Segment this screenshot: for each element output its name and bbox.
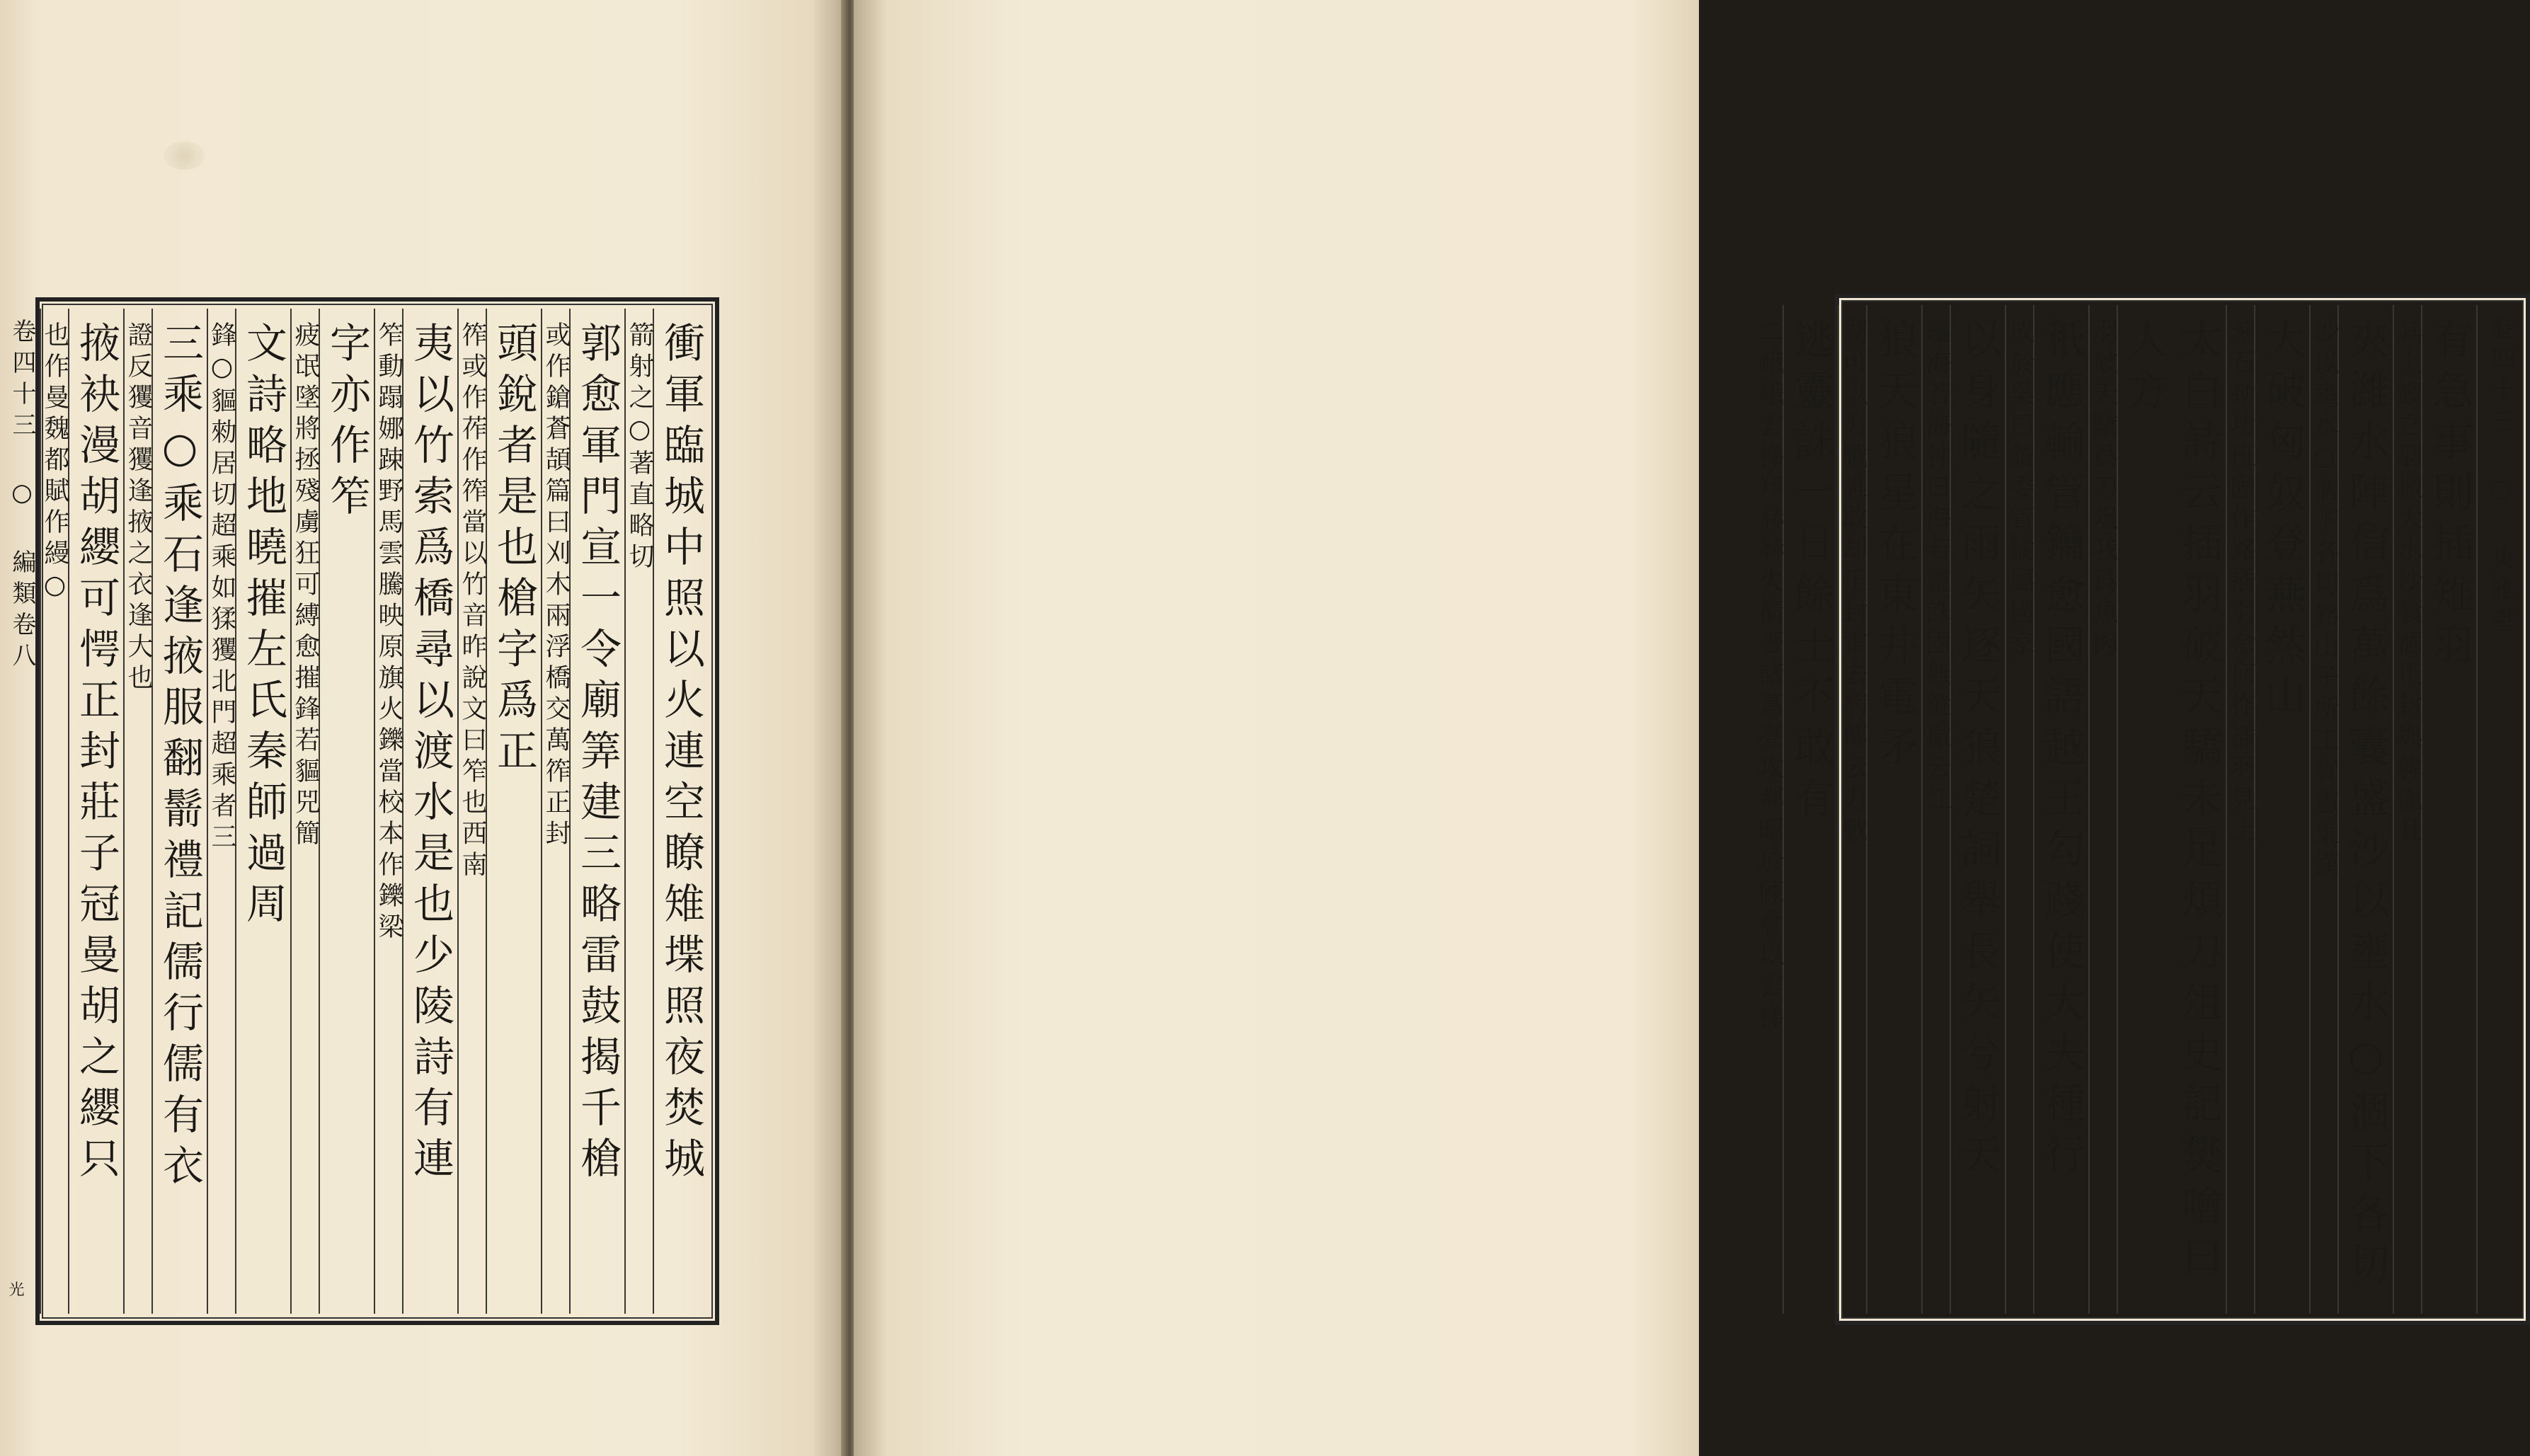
text-column: 羽破天驕爲刀俎我爲魚肉 bbox=[2088, 305, 2117, 1314]
text-column: 夾濰水陣信爲萬餘囊盛沙以壅水○涸下各切 bbox=[2337, 305, 2393, 1314]
text-column: 驅海若海神曰海若靈誅固無縱檄云江 bbox=[1921, 305, 1950, 1314]
text-column: 笮動蹋娜踈野馬雲騰映原旗火鑠當校本作鑠梁 bbox=[374, 309, 402, 1314]
text-column: 其上謂之羽檄大水沙囊涸正封與韓龍且 bbox=[2393, 305, 2421, 1314]
text-column: 二峨峨雲梯翔赫赫火箭著諸葛亮攻郝昭於陳倉以雲梯 bbox=[1755, 318, 1784, 1034]
text-column: 大破匈奴登燕然山 bbox=[2254, 305, 2309, 1314]
right-page bbox=[854, 0, 2515, 1456]
text-column: 證反玃音玃逢掖之衣逢大也 bbox=[123, 309, 151, 1314]
left-print-block bbox=[6, 297, 719, 1325]
text-column: 疲氓墜將拯殘虜狂可縛愈摧鋒若貙兕簡 bbox=[290, 309, 319, 1314]
text-column: 郭愈軍門宣一令廟筭建三略雷鼓揭千槍 bbox=[569, 309, 624, 1314]
edge-label: 卷四十三 ○ 編類卷八 bbox=[8, 319, 36, 674]
paper-stain bbox=[163, 142, 205, 170]
right-text-columns bbox=[1755, 305, 2519, 1314]
text-column: 夷以竹索爲橋尋以渡水是也少陵詩有連 bbox=[402, 309, 457, 1314]
text-column: 秖應輸管鑰愈國語越王勾踐使大夫種行 bbox=[2033, 305, 2088, 1314]
left-text-columns bbox=[6, 309, 708, 1314]
folio-mark: 光 bbox=[6, 1281, 24, 1304]
left-page-edge-strip bbox=[0, 309, 40, 1314]
text-column: 三乘○乘石逢掖服翻鬋禮記儒行儒有衣 bbox=[151, 309, 207, 1314]
text-column: 成於吳曰請委管鑰屬國家 bbox=[2005, 305, 2033, 1314]
text-column: 頭銳者是也槍字爲正 bbox=[486, 309, 541, 1314]
text-column: 以身隨之雨矢逐天狼楚詞舉長矢兮射天 bbox=[1950, 305, 2005, 1314]
text-column: 湖可以力戰誰敢却正封霍去病傳云力戰 bbox=[1838, 305, 1866, 1314]
text-column: 逃靈誅一日餘士不敢有 bbox=[1782, 305, 1838, 1314]
text-column: 文詩略地曉摧左氏秦師過周 bbox=[235, 309, 290, 1314]
text-column: 箭射之○著直略切 bbox=[624, 309, 653, 1314]
text-column: 也作曼魏都賦作縵○ bbox=[40, 309, 68, 1314]
text-column: 或作鎗蒼頡篇曰刈木兩浮橋交萬筰正封 bbox=[541, 309, 569, 1314]
text-column: 筰或作莋作筰當以竹音昨說文曰笮也西南 bbox=[457, 309, 486, 1314]
right-page-edge-strip bbox=[2476, 305, 2519, 1314]
text-column: 掖袂漫胡纓可愕正封莊子冠曼胡之纓只 bbox=[68, 309, 123, 1314]
text-column: 狼天狼星在東井電矛 bbox=[1866, 305, 1921, 1314]
left-page bbox=[0, 0, 845, 1456]
edge-label: 卷四十三 ○ 東雅堂 bbox=[2487, 315, 2515, 639]
text-column: 鋒○貙勑居切超乘如猱玃北門超乘者三 bbox=[207, 309, 235, 1314]
text-column: 有急事則插雉羽 bbox=[2421, 305, 2476, 1314]
text-column: 刻石勒功班固作銘插羽余何怍插羽見上 bbox=[2226, 305, 2254, 1314]
text-column: 衝軍臨城中照以火連空瞭雉堞照夜焚城 bbox=[653, 309, 708, 1314]
right-print-block bbox=[1755, 294, 2530, 1325]
text-column: 沙以壅水○涸下各切銘山子所工實憲東漢 bbox=[2309, 305, 2337, 1314]
text-column: 字亦作笮 bbox=[319, 309, 374, 1314]
text-column: 太白詩云插羽破天驕未足煩刀俎史記樊噲曰人方 bbox=[2117, 305, 2226, 1314]
